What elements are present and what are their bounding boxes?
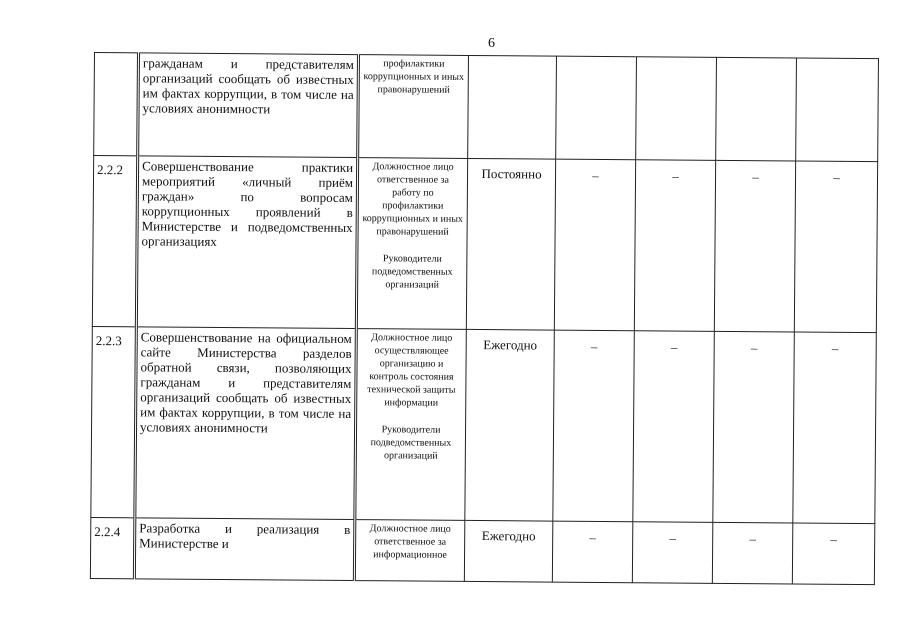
value-cell: – (633, 331, 714, 523)
responsible-text: профилактики коррупционных и иных правонарушений (363, 58, 465, 96)
table-row (92, 156, 877, 333)
term-cell: Ежегодно (465, 329, 554, 521)
value-cell: – (712, 522, 792, 584)
measure-name: Совершенствование на официальном сайте Министерства разделов обратной связи, позволяющих гражданам и представителям организаций сообщать об известных им фактах коррупции, в том числе на условиях анонимности (135, 327, 356, 520)
value-cell: – (552, 521, 632, 583)
row-number: 2.2.3 (91, 326, 136, 517)
measures-table (90, 52, 879, 585)
value-cell: – (713, 331, 794, 523)
value-cell: – (632, 522, 712, 584)
row-number: 2.2.2 (92, 156, 137, 327)
value-cell: – (554, 159, 635, 331)
responsible-cell (355, 329, 466, 521)
table-row (94, 53, 879, 162)
table-row (91, 326, 876, 523)
responsible-text: Должностное лицо ответственное за работу по профилактики коррупционных и иных правонарушений (362, 161, 463, 238)
measure-name: Разработка и реализация в Министерстве и (134, 518, 354, 581)
document-sheet (90, 52, 878, 578)
responsible-cell (358, 55, 469, 159)
value-cell (716, 57, 797, 161)
responsible-text-secondary: Руководители подведомственных организаций (371, 253, 453, 291)
value-cell: – (792, 523, 874, 585)
responsible-cell (354, 520, 464, 582)
value-cell: – (794, 161, 877, 333)
measure-name: Совершенствование практики мероприятий «личный приём граждан» по вопросам коррупционных проявлений в Министерстве и подведомственных организациях (136, 156, 357, 329)
value-cell (556, 56, 637, 160)
value-cell (796, 58, 879, 162)
table-row (90, 517, 874, 584)
page-number: 6 (488, 36, 495, 51)
value-cell: – (793, 332, 876, 524)
responsible-cell (356, 158, 467, 330)
term-cell: Ежегодно (464, 520, 552, 582)
value-cell: – (714, 160, 795, 332)
responsible-text: Должностное лицо осуществляющее организацию и контроль состояния технической защиты информации (367, 332, 456, 409)
term-cell (468, 55, 557, 159)
value-cell: – (553, 330, 634, 522)
responsible-text-secondary: Руководители подведомственных организаций (370, 424, 452, 462)
term-cell: Постоянно (466, 158, 555, 330)
row-number (94, 53, 139, 156)
row-number: 2.2.4 (90, 517, 134, 578)
value-cell: – (634, 160, 715, 332)
responsible-text: Должностное лицо ответственное за информационное (369, 523, 451, 561)
measure-name: гражданам и представителям организаций сообщать об известных им фактах коррупции, в том числе на условиях анонимности (138, 53, 359, 158)
value-cell (636, 57, 717, 161)
